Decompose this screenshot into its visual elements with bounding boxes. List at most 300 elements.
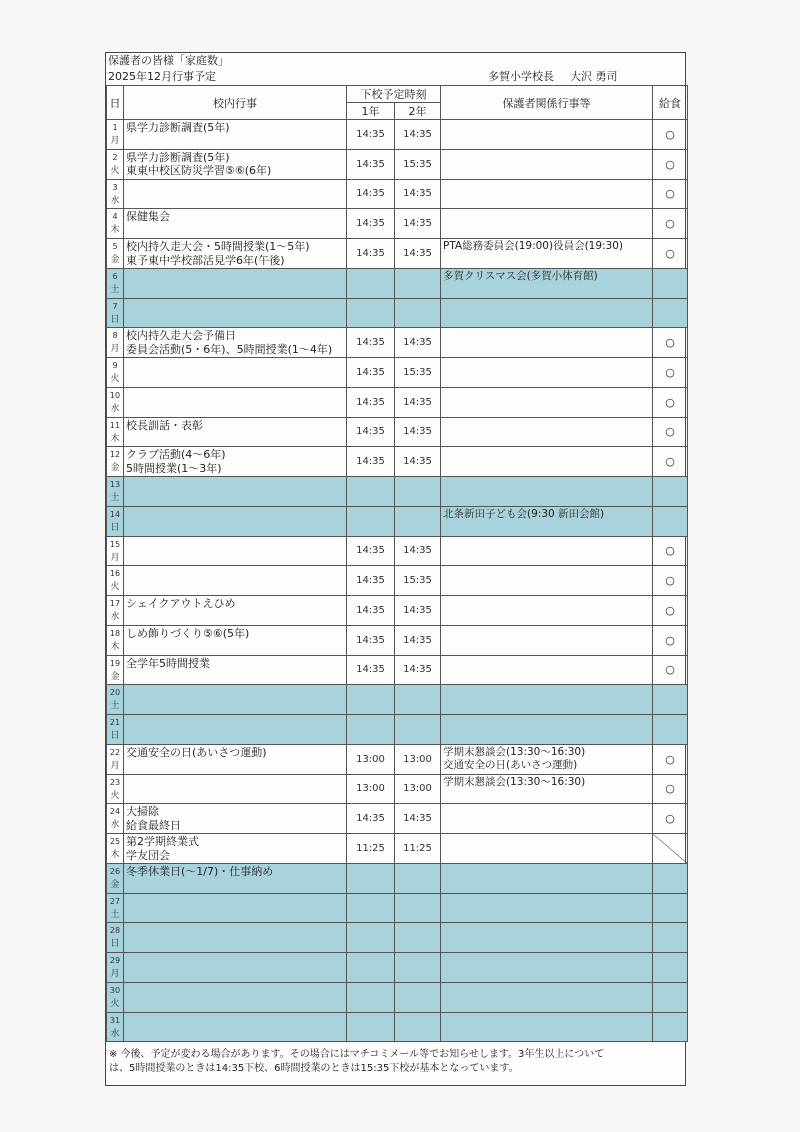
lunch-mark: ○ <box>653 566 688 596</box>
grade1-time: 14:35 <box>347 209 395 239</box>
school-event: 県学力診断調査(5年) <box>126 121 230 134</box>
grade2-time: 13:00 <box>395 774 441 804</box>
grade2-time: 14:35 <box>395 417 441 447</box>
grade1-time: 14:35 <box>347 566 395 596</box>
grade1-time: 14:35 <box>347 328 395 358</box>
day-number: 9 <box>112 361 118 370</box>
school-event-cell <box>124 744 347 774</box>
lunch-mark: ○ <box>653 744 688 774</box>
day-cell <box>107 417 124 447</box>
school-event-cell <box>124 863 347 893</box>
table-row <box>107 149 688 179</box>
document-title: 2025年12月行事予定 <box>108 70 216 83</box>
day-cell <box>107 625 124 655</box>
parent-event-cell <box>441 477 653 507</box>
grade1-time: 14:35 <box>347 536 395 566</box>
table-row <box>107 715 688 745</box>
day-cell <box>107 982 124 1012</box>
table-row <box>107 893 688 923</box>
lunch-mark: ○ <box>653 387 688 417</box>
table-row <box>107 566 688 596</box>
school-event-cell <box>124 149 347 179</box>
parent-event-cell <box>441 1012 653 1042</box>
lunch-mark: ○ <box>653 625 688 655</box>
principal-label: 多賀小学校長 <box>488 70 554 83</box>
grade1-time <box>347 923 395 953</box>
parent-event: 学期末懇談会(13:30～16:30) <box>443 745 586 758</box>
grade2-time: 14:35 <box>395 120 441 150</box>
grade2-time: 13:00 <box>395 744 441 774</box>
weekday: 木 <box>110 433 120 444</box>
grade2-time: 14:35 <box>395 655 441 685</box>
day-cell <box>107 923 124 953</box>
day-number: 17 <box>109 599 121 608</box>
grade2-time <box>395 863 441 893</box>
lunch-mark: ○ <box>653 179 688 209</box>
day-number: 3 <box>112 182 118 192</box>
grade1-time <box>347 268 395 298</box>
weekday: 土 <box>110 284 120 295</box>
school-event-cell <box>124 239 347 269</box>
parent-event-cell <box>441 863 653 893</box>
lunch-mark <box>653 506 688 536</box>
lunch-mark <box>653 863 688 893</box>
school-event-cell <box>124 655 347 685</box>
parent-event-cell <box>441 774 653 804</box>
parent-event: 学期末懇談会(13:30～16:30) <box>443 775 586 788</box>
lunch-mark <box>653 953 688 983</box>
school-event: 交通安全の日(あいさつ運動) <box>126 745 267 759</box>
day-cell <box>107 863 124 893</box>
day-number: 16 <box>109 569 121 579</box>
grade1-time: 14:35 <box>347 387 395 417</box>
parent-event-cell <box>441 328 653 358</box>
school-event-cell <box>124 685 347 715</box>
grade1-time: 14:35 <box>347 120 395 150</box>
day-cell <box>107 209 124 239</box>
day-cell <box>107 387 124 417</box>
parent-event-cell <box>441 596 653 626</box>
school-event-cell <box>124 328 347 358</box>
grade2-time: 14:35 <box>395 387 441 417</box>
footer-note <box>106 1042 685 1085</box>
table-row <box>107 447 688 477</box>
school-event-cell <box>124 536 347 566</box>
table-row <box>107 953 688 983</box>
lunch-mark: ○ <box>653 536 688 566</box>
school-event-cell <box>124 268 347 298</box>
weekday: 金 <box>110 463 120 474</box>
table-row <box>107 834 688 864</box>
day-number: 18 <box>109 628 121 638</box>
school-event-cell <box>124 566 347 596</box>
parent-event-cell <box>441 804 653 834</box>
lunch-mark <box>653 982 688 1012</box>
col-header-school-events: 校内行事 <box>124 86 347 120</box>
school-event: 東予東中学校部活見学6年(午後) <box>126 253 285 267</box>
table-row <box>107 744 688 774</box>
grade2-time <box>395 923 441 953</box>
weekday: 日 <box>110 939 120 950</box>
day-number: 7 <box>112 301 118 311</box>
weekday: 火 <box>110 998 120 1009</box>
weekday: 木 <box>110 641 120 652</box>
table-row <box>107 923 688 953</box>
grade1-time: 14:35 <box>347 417 395 447</box>
school-event-cell <box>124 358 347 388</box>
school-event: 県学力診断調査(5年) <box>126 150 230 164</box>
school-event-cell <box>124 774 347 804</box>
day-cell <box>107 120 124 150</box>
day-cell <box>107 149 124 179</box>
weekday: 水 <box>110 612 120 622</box>
parent-event-cell <box>441 447 653 477</box>
school-event-cell <box>124 1012 347 1042</box>
school-event: 全学年5時間授業 <box>126 656 210 670</box>
weekday: 金 <box>110 255 120 265</box>
day-cell <box>107 834 124 864</box>
school-event-cell <box>124 715 347 745</box>
day-number: 28 <box>109 926 121 936</box>
lunch-mark <box>653 893 688 923</box>
footer-note-line2: は、5時間授業のときは14:35下校、6時間授業のときは15:35下校が基本となっています。 <box>109 1063 519 1075</box>
grade1-time <box>347 982 395 1012</box>
day-number: 14 <box>109 509 121 519</box>
grade1-time: 11:25 <box>347 834 395 864</box>
weekday: 火 <box>110 790 120 801</box>
col-header-parent-events: 保護者関係行事等 <box>441 86 653 120</box>
grade1-time: 14:35 <box>347 625 395 655</box>
school-event: 学友団会 <box>126 848 170 862</box>
school-event-cell <box>124 179 347 209</box>
weekday: 木 <box>110 850 120 860</box>
day-number: 5 <box>112 242 118 251</box>
weekday: 土 <box>110 701 120 712</box>
table-row <box>107 209 688 239</box>
day-number: 6 <box>112 271 118 281</box>
parent-event-cell <box>441 268 653 298</box>
weekday: 日 <box>110 731 120 741</box>
school-event-cell <box>124 209 347 239</box>
day-number: 10 <box>109 390 121 400</box>
day-cell <box>107 477 124 507</box>
weekday: 水 <box>110 820 120 831</box>
school-event-cell <box>124 625 347 655</box>
weekday: 土 <box>110 909 120 920</box>
day-cell <box>107 447 124 477</box>
table-row <box>107 417 688 447</box>
weekday: 火 <box>110 165 120 176</box>
day-cell <box>107 298 124 328</box>
lunch-mark <box>653 1012 688 1042</box>
grade2-time: 14:35 <box>395 804 441 834</box>
lunch-mark: ○ <box>653 804 688 834</box>
parent-event-cell <box>441 298 653 328</box>
lunch-mark: ○ <box>653 358 688 388</box>
day-cell <box>107 566 124 596</box>
parent-event-cell <box>441 566 653 596</box>
school-event: 大掃除 <box>126 805 159 819</box>
schedule-sheet <box>105 52 686 1086</box>
grade2-time: 14:35 <box>395 536 441 566</box>
day-cell <box>107 179 124 209</box>
parent-event-cell <box>441 715 653 745</box>
day-number: 30 <box>109 985 121 995</box>
table-row <box>107 655 688 685</box>
lunch-mark: ○ <box>653 328 688 358</box>
day-number: 1 <box>112 123 118 132</box>
grade2-time: 14:35 <box>395 328 441 358</box>
grade2-time: 11:25 <box>395 834 441 864</box>
lunch-mark: ○ <box>653 417 688 447</box>
day-number: 8 <box>112 331 118 341</box>
school-event: 校内持久走大会・5時間授業(1～5年) <box>126 240 310 253</box>
day-number: 25 <box>109 837 121 846</box>
grade2-time <box>395 268 441 298</box>
grade1-time: 14:35 <box>347 179 395 209</box>
parent-event-cell <box>441 953 653 983</box>
lunch-mark <box>653 477 688 507</box>
weekday: 土 <box>110 493 120 503</box>
grade2-time: 15:35 <box>395 358 441 388</box>
grade1-time <box>347 715 395 745</box>
lunch-mark <box>653 298 688 328</box>
grade2-time: 14:35 <box>395 596 441 626</box>
school-event-cell <box>124 387 347 417</box>
grade2-time <box>395 715 441 745</box>
grade1-time: 14:35 <box>347 149 395 179</box>
grade1-time: 13:00 <box>347 744 395 774</box>
table-row <box>107 863 688 893</box>
day-cell <box>107 358 124 388</box>
lunch-mark <box>653 715 688 745</box>
grade1-time <box>347 863 395 893</box>
day-number: 19 <box>109 658 121 668</box>
grade1-time <box>347 298 395 328</box>
principal-name: 大沢 勇司 <box>570 70 618 83</box>
schedule-table <box>106 85 688 1042</box>
lunch-mark <box>653 923 688 953</box>
school-event-cell <box>124 477 347 507</box>
weekday: 月 <box>110 344 120 355</box>
table-row <box>107 328 688 358</box>
lunch-mark: ○ <box>653 149 688 179</box>
parent-event: 交通安全の日(あいさつ運動) <box>443 759 578 772</box>
grade1-time: 14:35 <box>347 655 395 685</box>
weekday: 月 <box>110 969 120 979</box>
day-number: 29 <box>109 956 121 965</box>
school-event-cell <box>124 417 347 447</box>
day-cell <box>107 715 124 745</box>
day-cell <box>107 328 124 358</box>
grade1-time: 13:00 <box>347 774 395 804</box>
grade1-time <box>347 953 395 983</box>
day-cell <box>107 1012 124 1042</box>
weekday: 火 <box>110 582 120 593</box>
day-number: 21 <box>109 718 121 727</box>
weekday: 日 <box>110 314 120 325</box>
lunch-mark: ○ <box>653 774 688 804</box>
day-cell <box>107 744 124 774</box>
day-number: 26 <box>109 866 121 876</box>
table-row <box>107 268 688 298</box>
lunch-mark: ○ <box>653 209 688 239</box>
grade2-time <box>395 685 441 715</box>
parent-event-cell <box>441 625 653 655</box>
weekday: 月 <box>110 136 120 146</box>
lunch-mark: ○ <box>653 120 688 150</box>
day-cell <box>107 685 124 715</box>
table-row <box>107 685 688 715</box>
day-cell <box>107 268 124 298</box>
day-number: 31 <box>109 1015 121 1025</box>
lunch-mark: ○ <box>653 596 688 626</box>
grade1-time <box>347 477 395 507</box>
day-number: 20 <box>109 688 121 698</box>
school-event: クラブ活動(4～6年) <box>126 448 226 462</box>
day-number: 23 <box>109 777 121 787</box>
school-event: 5時間授業(1～3年) <box>126 461 222 475</box>
grade1-time <box>347 893 395 923</box>
parent-event-cell <box>441 387 653 417</box>
weekday: 日 <box>110 522 120 533</box>
school-event: しめ飾りづくり⑤⑥(5年) <box>126 626 250 640</box>
grade2-time: 15:35 <box>395 149 441 179</box>
table-row <box>107 239 688 269</box>
parent-event-cell <box>441 239 653 269</box>
greeting-row <box>106 53 685 68</box>
parent-event-cell <box>441 179 653 209</box>
day-cell <box>107 774 124 804</box>
table-row <box>107 120 688 150</box>
day-number: 15 <box>109 539 121 549</box>
parent-event-cell <box>441 655 653 685</box>
parent-event-cell <box>441 120 653 150</box>
parent-event-cell <box>441 358 653 388</box>
parent-event-cell <box>441 209 653 239</box>
lunch-mark: ○ <box>653 447 688 477</box>
grade2-time: 14:35 <box>395 239 441 269</box>
parent-event-cell <box>441 893 653 923</box>
parent-event-cell <box>441 685 653 715</box>
weekday: 水 <box>110 1028 120 1039</box>
col-header-grade1: 1年 <box>347 103 395 120</box>
weekday: 月 <box>110 760 120 771</box>
day-number: 27 <box>109 896 121 906</box>
grade1-time <box>347 506 395 536</box>
table-row <box>107 506 688 536</box>
title-row <box>106 68 685 85</box>
parent-event-cell <box>441 982 653 1012</box>
weekday: 水 <box>110 195 120 206</box>
grade1-time: 14:35 <box>347 804 395 834</box>
school-event: 給食最終日 <box>126 818 181 832</box>
day-cell <box>107 893 124 923</box>
grade2-time <box>395 1012 441 1042</box>
school-event-cell <box>124 893 347 923</box>
parent-event-cell <box>441 923 653 953</box>
table-row <box>107 596 688 626</box>
grade2-time: 14:35 <box>395 447 441 477</box>
table-row <box>107 774 688 804</box>
col-header-grade2: 2年 <box>395 103 441 120</box>
grade1-time: 14:35 <box>347 447 395 477</box>
day-cell <box>107 655 124 685</box>
grade1-time: 14:35 <box>347 239 395 269</box>
school-event-cell <box>124 982 347 1012</box>
lunch-mark: ○ <box>653 655 688 685</box>
school-event: 校内持久走大会予備日 <box>126 329 236 343</box>
grade2-time <box>395 893 441 923</box>
grade2-time: 15:35 <box>395 566 441 596</box>
grade2-time <box>395 477 441 507</box>
day-number: 22 <box>109 747 121 757</box>
school-event: 第2学期終業式 <box>126 835 199 848</box>
parent-event: 北条新田子ども会(9:30 新田会館) <box>443 507 605 520</box>
lunch-mark <box>653 268 688 298</box>
table-row <box>107 625 688 655</box>
weekday: 火 <box>110 374 120 384</box>
school-event: 保健集会 <box>126 210 170 224</box>
col-header-lunch: 給食 <box>653 86 688 120</box>
grade1-time: 14:35 <box>347 358 395 388</box>
weekday: 水 <box>110 403 120 414</box>
weekday: 木 <box>110 225 120 236</box>
school-event-cell <box>124 298 347 328</box>
grade1-time: 14:35 <box>347 596 395 626</box>
table-row <box>107 179 688 209</box>
day-number: 12 <box>109 450 121 460</box>
grade2-time <box>395 953 441 983</box>
grade2-time: 14:35 <box>395 625 441 655</box>
day-cell <box>107 596 124 626</box>
lunch-crossed-out <box>653 834 688 864</box>
parent-event: 多賀クリスマス会(多賀小体育館) <box>443 269 598 282</box>
parent-event-cell <box>441 834 653 864</box>
table-row <box>107 387 688 417</box>
table-row <box>107 298 688 328</box>
school-event-cell <box>124 923 347 953</box>
weekday: 月 <box>110 552 120 563</box>
schedule-body <box>107 120 688 1042</box>
footer-note-line1: ※ 今後、予定が変わる場合があります。その場合にはマチコミメール等でお知らせします。3年生以上について <box>109 1049 605 1061</box>
school-event: 冬季休業日(～1/7)・仕事納め <box>126 864 274 878</box>
parent-event-cell <box>441 149 653 179</box>
school-event-cell <box>124 804 347 834</box>
weekday: 金 <box>110 879 120 890</box>
table-row <box>107 536 688 566</box>
school-event-cell <box>124 834 347 864</box>
grade2-time <box>395 982 441 1012</box>
day-cell <box>107 953 124 983</box>
school-event-cell <box>124 953 347 983</box>
grade1-time <box>347 685 395 715</box>
table-row <box>107 982 688 1012</box>
principal <box>488 68 618 85</box>
lunch-mark: ○ <box>653 239 688 269</box>
table-row <box>107 804 688 834</box>
greeting: 保護者の皆様「家庭数」 <box>108 54 229 67</box>
parent-event-cell <box>441 506 653 536</box>
grade2-time: 14:35 <box>395 209 441 239</box>
school-event-cell <box>124 120 347 150</box>
day-cell <box>107 506 124 536</box>
parent-event-cell <box>441 417 653 447</box>
table-row <box>107 477 688 507</box>
school-event: 校長訓話・表彰 <box>126 418 203 432</box>
school-event-cell <box>124 506 347 536</box>
grade2-time <box>395 298 441 328</box>
